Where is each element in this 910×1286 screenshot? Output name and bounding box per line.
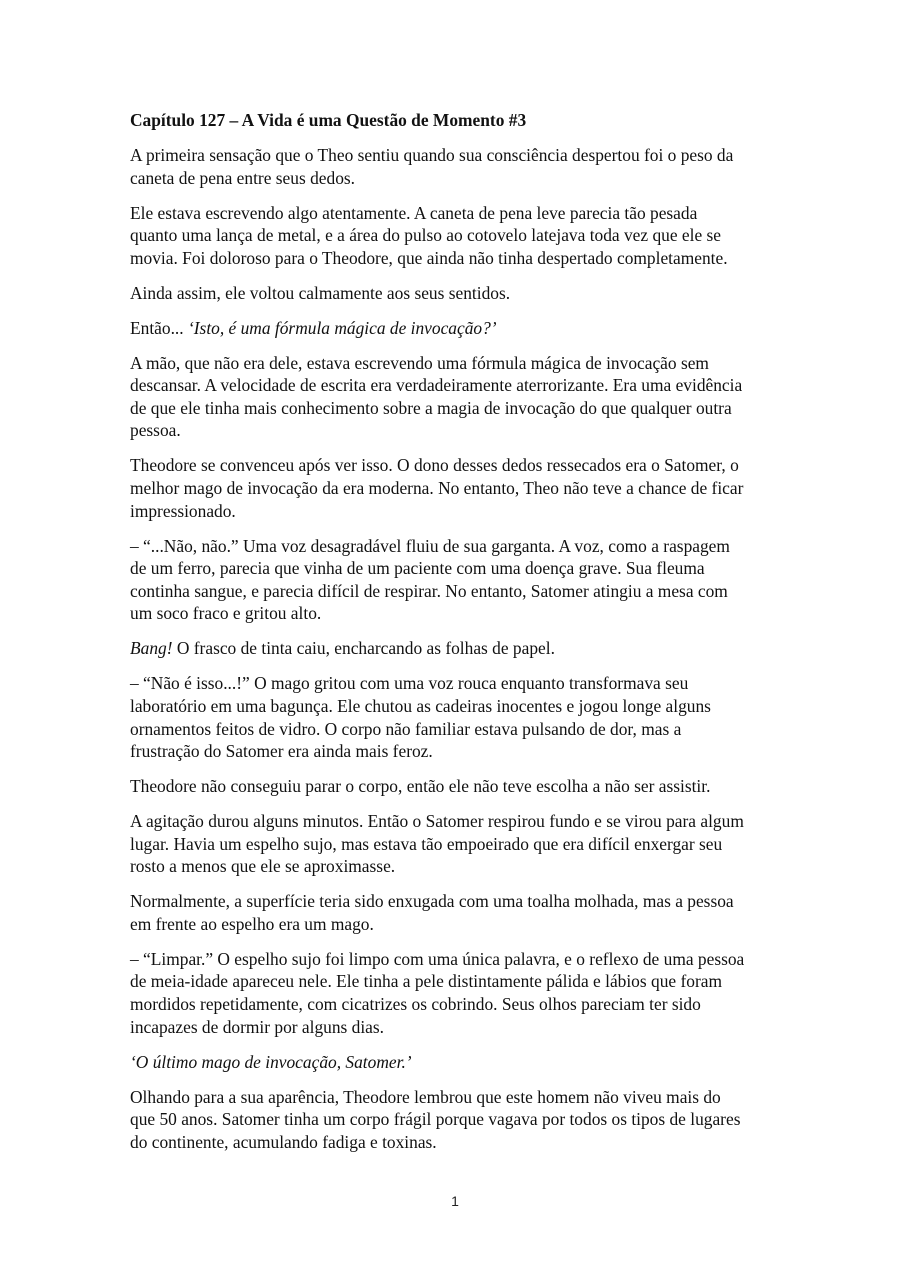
paragraph xyxy=(130,144,785,189)
text-line: incapazes de dormir por alguns dias. xyxy=(130,1016,385,1037)
text-line: rosto a menos que ele se aproximasse. xyxy=(130,856,396,877)
text-line: ornamentos feitos de vidro. O corpo não familiar estava pulsando de dor, mas a xyxy=(130,718,682,739)
text-line: quanto uma lança de metal, e a área do pulso ao cotovelo latejava toda vez que ele se xyxy=(130,225,722,246)
text-line: Normalmente, a superfície teria sido enxugada com uma toalha molhada, mas a pessoa xyxy=(130,891,734,912)
text-line: – “...Não, não.” Uma voz desagradável fluiu de sua garganta. A voz, como a raspagem xyxy=(130,535,730,556)
paragraph xyxy=(130,890,785,935)
paragraph xyxy=(130,535,785,625)
text-line: laboratório em uma bagunça. Ele chutou as cadeiras inocentes e jogou longe alguns xyxy=(130,695,711,716)
paragraph xyxy=(130,948,785,1038)
paragraph xyxy=(130,202,785,270)
text-line: continha sangue, e parecia difícil de respirar. No entanto, Satomer atingiu a mesa com xyxy=(130,580,728,601)
text-prefix: Então... xyxy=(130,317,188,338)
page-number: 1 xyxy=(451,1193,459,1209)
italic-sound-effect: Bang! xyxy=(130,638,173,659)
text-line: caneta de pena entre seus dedos. xyxy=(130,167,356,188)
text-line: que 50 anos. Satomer tinha um corpo frágil porque vagava por todos os tipos de lugares xyxy=(130,1109,741,1130)
paragraph xyxy=(130,454,785,522)
paragraph xyxy=(130,810,785,878)
text-line: frustração do Satomer era ainda mais feroz. xyxy=(130,741,433,762)
text-line: mordidos repetidamente, com cicatrizes os cobrindo. Seus olhos pareciam ter sido xyxy=(130,994,701,1015)
text-line: lugar. Havia um espelho sujo, mas estava tão empoeirado que era difícil enxergar seu xyxy=(130,833,723,854)
text-line xyxy=(130,317,785,340)
text-line: Ainda assim, ele voltou calmamente aos seus sentidos. xyxy=(130,282,511,303)
paragraph xyxy=(130,352,785,442)
text-line: – “Limpar.” O espelho sujo foi limpo com uma única palavra, e o reflexo de uma pessoa xyxy=(130,948,745,969)
paragraph xyxy=(130,282,785,305)
text-line: impressionado. xyxy=(130,500,236,521)
text-line: Theodore não conseguiu parar o corpo, então ele não teve escolha a não ser assistir. xyxy=(130,776,711,797)
text-line: melhor mago de invocação da era moderna. No entanto, Theo não teve a chance de ficar xyxy=(130,478,744,499)
italic-thought: ‘Isto, é uma fórmula mágica de invocação?’ xyxy=(187,317,497,338)
paragraph xyxy=(130,775,785,798)
text-line: movia. Foi doloroso para o Theodore, que ainda não tinha despertado completamente. xyxy=(130,247,728,268)
text-line: um soco fraco e gritou alto. xyxy=(130,603,322,624)
paragraph xyxy=(130,1086,785,1154)
text-line: de que ele tinha mais conhecimento sobre a magia de invocação do que qualquer outra xyxy=(130,397,732,418)
text-line: pessoa. xyxy=(130,420,181,441)
text-line: de um ferro, parecia que vinha de um paciente com uma doença grave. Sua fleuma xyxy=(130,558,705,579)
text-line: A mão, que não era dele, estava escrevendo uma fórmula mágica de invocação sem xyxy=(130,352,709,373)
text-line: Olhando para a sua aparência, Theodore lembrou que este homem não viveu mais do xyxy=(130,1086,721,1107)
paragraph xyxy=(130,1051,785,1074)
paragraph xyxy=(130,637,785,660)
paragraph xyxy=(130,672,785,762)
text-line: em frente ao espelho era um mago. xyxy=(130,913,374,934)
italic-thought: ‘O último mago de invocação, Satomer.’ xyxy=(130,1051,412,1072)
text-line: A agitação durou alguns minutos. Então o Satomer respirou fundo e se virou para algum xyxy=(130,811,744,832)
text-line: do continente, acumulando fadiga e toxinas. xyxy=(130,1131,437,1152)
paragraph xyxy=(130,317,785,340)
text-line xyxy=(130,637,785,660)
text-line: – “Não é isso...!” O mago gritou com uma voz rouca enquanto transformava seu xyxy=(130,673,689,694)
text-line: Ele estava escrevendo algo atentamente. A caneta de pena leve parecia tão pesada xyxy=(130,202,698,223)
text-line: Theodore se convenceu após ver isso. O dono desses dedos ressecados era o Satomer, o xyxy=(130,455,739,476)
text-line: A primeira sensação que o Theo sentiu quando sua consciência despertou foi o peso da xyxy=(130,144,734,165)
text-line: de meia-idade apareceu nele. Ele tinha a pele distintamente pálida e lábios que foram xyxy=(130,971,722,992)
chapter-title: Capítulo 127 – A Vida é uma Questão de Momento #3 xyxy=(130,110,527,130)
page-content xyxy=(130,109,785,1166)
text-suffix: O frasco de tinta caiu, encharcando as folhas de papel. xyxy=(172,638,555,659)
text-line: descansar. A velocidade de escrita era verdadeiramente aterrorizante. Era uma evidência xyxy=(130,375,743,396)
